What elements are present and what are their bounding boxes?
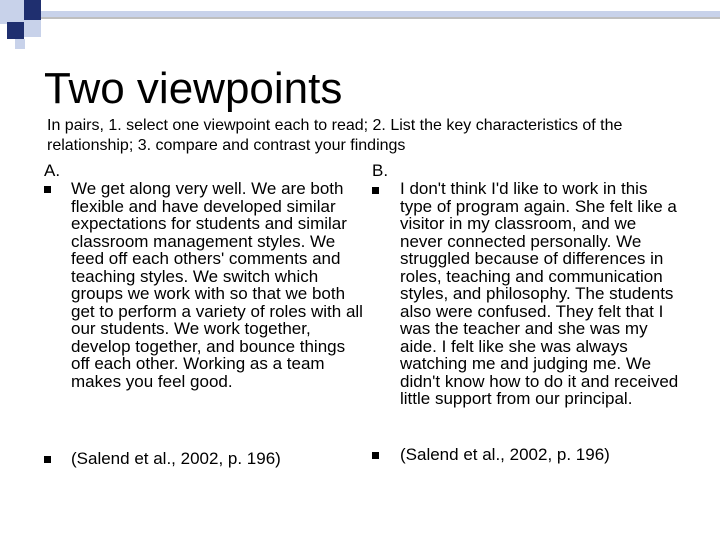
viewpoint-b-citation: (Salend et al., 2002, p. 196) [400, 445, 610, 464]
decor-square-light-bottom [15, 39, 25, 49]
square-bullet-icon [372, 452, 379, 459]
instructions-text: In pairs, 1. select one viewpoint each to read; 2. List the key characteristics of the relationship; 3. compare and contrast your findings [47, 117, 623, 154]
viewpoint-b-label: B. [372, 161, 389, 180]
square-bullet-icon [44, 186, 51, 193]
viewpoint-a-label: A. [44, 161, 61, 180]
viewpoint-b-quote: I don't think I'd like to work in this type of program again. She felt like a visitor in my classroom, and we never connected personally. We struggled because of differences in roles, teaching and communication styles, and philosophy. The students also were confused. They felt that I was the teacher and she was my aide. I felt like she was always watching me and judging me. We didn't know how to do it and received little support from our principal. [400, 179, 679, 408]
square-bullet-icon [44, 456, 51, 463]
decor-square-light-top [0, 0, 24, 24]
viewpoint-a-quote: We get along very well. We are both flexible and have developed similar expectations for students and similar classroom management styles. We feed off each others' comments and teaching styles. We switch which groups we work with so that we both get to perform a variety of roles with all our students. We work together, develop together, and bounce things off each other. Working as a team makes you feel good. [71, 179, 363, 391]
decor-square-light-mid [24, 20, 41, 37]
viewpoint-a-citation: (Salend et al., 2002, p. 196) [71, 449, 281, 468]
decor-square-navy-left [7, 22, 24, 39]
viewpoint-a [44, 161, 364, 468]
slide-title: Two viewpoints [44, 64, 343, 113]
decor-square-navy-top [24, 0, 41, 20]
header-rule-shadow [41, 17, 720, 19]
square-bullet-icon [372, 187, 379, 194]
viewpoint-b [372, 161, 682, 464]
